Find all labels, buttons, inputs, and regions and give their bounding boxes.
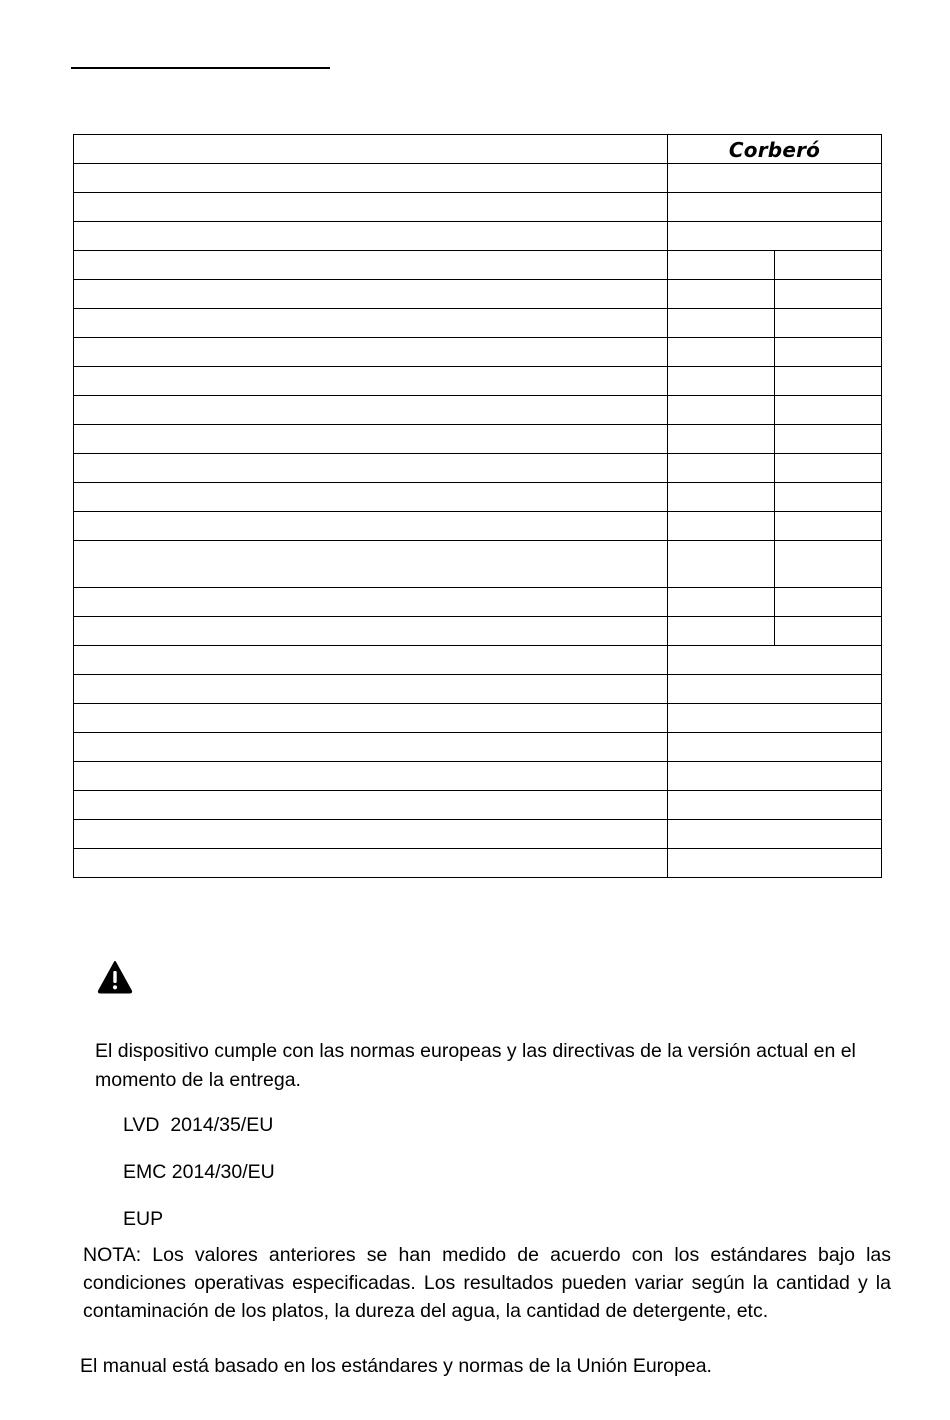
note-paragraph: NOTA: Los valores anteriores se han medido de acuerdo con los estándares bajo las condiciones operativas especificadas. Los resultados pueden variar según la cantidad y la contaminación de los platos, la dureza del agua, la cantidad de detergente, etc. xyxy=(83,1244,891,1322)
table-cell xyxy=(74,617,668,646)
table-cell xyxy=(668,338,775,367)
table-cell xyxy=(775,338,882,367)
table-row xyxy=(74,251,882,280)
table-cell xyxy=(775,617,882,646)
table-cell xyxy=(775,309,882,338)
table-cell xyxy=(74,164,668,193)
table-row xyxy=(74,733,882,762)
table-cell xyxy=(74,675,668,704)
compliance-statement: El dispositivo cumple con las normas europeas y las directivas de la versión actual en el momento de la entrega. xyxy=(95,1040,856,1091)
table-row xyxy=(74,135,882,164)
table-row xyxy=(74,762,882,791)
table-cell xyxy=(74,512,668,541)
brand-cell xyxy=(668,135,882,164)
table-cell xyxy=(74,704,668,733)
standard-lvd: LVD 2014/35/EU xyxy=(123,1114,274,1136)
table-row xyxy=(74,791,882,820)
table-cell xyxy=(74,791,668,820)
table-row xyxy=(74,512,882,541)
table-row xyxy=(74,367,882,396)
table-cell xyxy=(668,222,882,251)
table-row xyxy=(74,849,882,878)
table-cell xyxy=(74,733,668,762)
table-row xyxy=(74,309,882,338)
table-cell xyxy=(668,704,882,733)
table-cell xyxy=(668,733,882,762)
title-underline xyxy=(71,67,330,69)
table-cell xyxy=(74,193,668,222)
table-row xyxy=(74,617,882,646)
table-cell xyxy=(668,309,775,338)
table-row xyxy=(74,820,882,849)
table-row xyxy=(74,280,882,309)
table-cell xyxy=(668,280,775,309)
table-row xyxy=(74,646,882,675)
table-row xyxy=(74,164,882,193)
table-cell xyxy=(668,820,882,849)
table-cell xyxy=(74,820,668,849)
table-cell xyxy=(668,483,775,512)
table-cell xyxy=(775,541,882,588)
table-cell xyxy=(74,338,668,367)
table-cell xyxy=(668,193,882,222)
table-cell xyxy=(668,588,775,617)
table-cell xyxy=(775,454,882,483)
table-cell xyxy=(668,454,775,483)
table-cell xyxy=(668,367,775,396)
table-cell xyxy=(74,588,668,617)
table-cell xyxy=(668,425,775,454)
table-cell xyxy=(668,512,775,541)
table-cell xyxy=(775,425,882,454)
table-cell xyxy=(74,762,668,791)
table-cell xyxy=(775,280,882,309)
table-cell xyxy=(74,309,668,338)
table-cell xyxy=(775,483,882,512)
table-cell xyxy=(74,541,668,588)
standard-emc: EMC 2014/30/EU xyxy=(123,1161,275,1183)
table-cell xyxy=(74,222,668,251)
table-row xyxy=(74,541,882,588)
table-row xyxy=(74,675,882,704)
table-cell xyxy=(74,367,668,396)
table-cell xyxy=(74,483,668,512)
table-row xyxy=(74,704,882,733)
warning-triangle-icon xyxy=(97,960,133,994)
manual-statement: El manual está basado en los estándares y normas de la Unión Europea. xyxy=(80,1355,712,1377)
table-row xyxy=(74,483,882,512)
table-cell xyxy=(775,396,882,425)
table-row xyxy=(74,588,882,617)
table-cell xyxy=(668,541,775,588)
table-row xyxy=(74,425,882,454)
table-cell xyxy=(74,280,668,309)
table-cell xyxy=(74,454,668,483)
table-cell xyxy=(74,849,668,878)
table-cell xyxy=(668,791,882,820)
table-cell xyxy=(74,425,668,454)
table-row xyxy=(74,396,882,425)
table-cell xyxy=(668,251,775,280)
table-cell xyxy=(668,164,882,193)
table-cell xyxy=(668,646,882,675)
table-cell xyxy=(74,135,668,164)
table-cell xyxy=(74,251,668,280)
table-cell xyxy=(775,588,882,617)
table-cell xyxy=(74,646,668,675)
table-cell xyxy=(668,849,882,878)
table-cell xyxy=(668,762,882,791)
table-row xyxy=(74,338,882,367)
specifications-table xyxy=(73,134,882,878)
table-cell xyxy=(775,251,882,280)
standard-eup: EUP xyxy=(123,1208,164,1230)
table-cell xyxy=(668,396,775,425)
table-row xyxy=(74,454,882,483)
table-cell xyxy=(668,675,882,704)
table-cell xyxy=(74,396,668,425)
table-cell xyxy=(668,617,775,646)
table-row xyxy=(74,222,882,251)
brand-logo: Corberó xyxy=(728,138,821,162)
table-cell xyxy=(775,512,882,541)
table-cell xyxy=(775,367,882,396)
table-row xyxy=(74,193,882,222)
